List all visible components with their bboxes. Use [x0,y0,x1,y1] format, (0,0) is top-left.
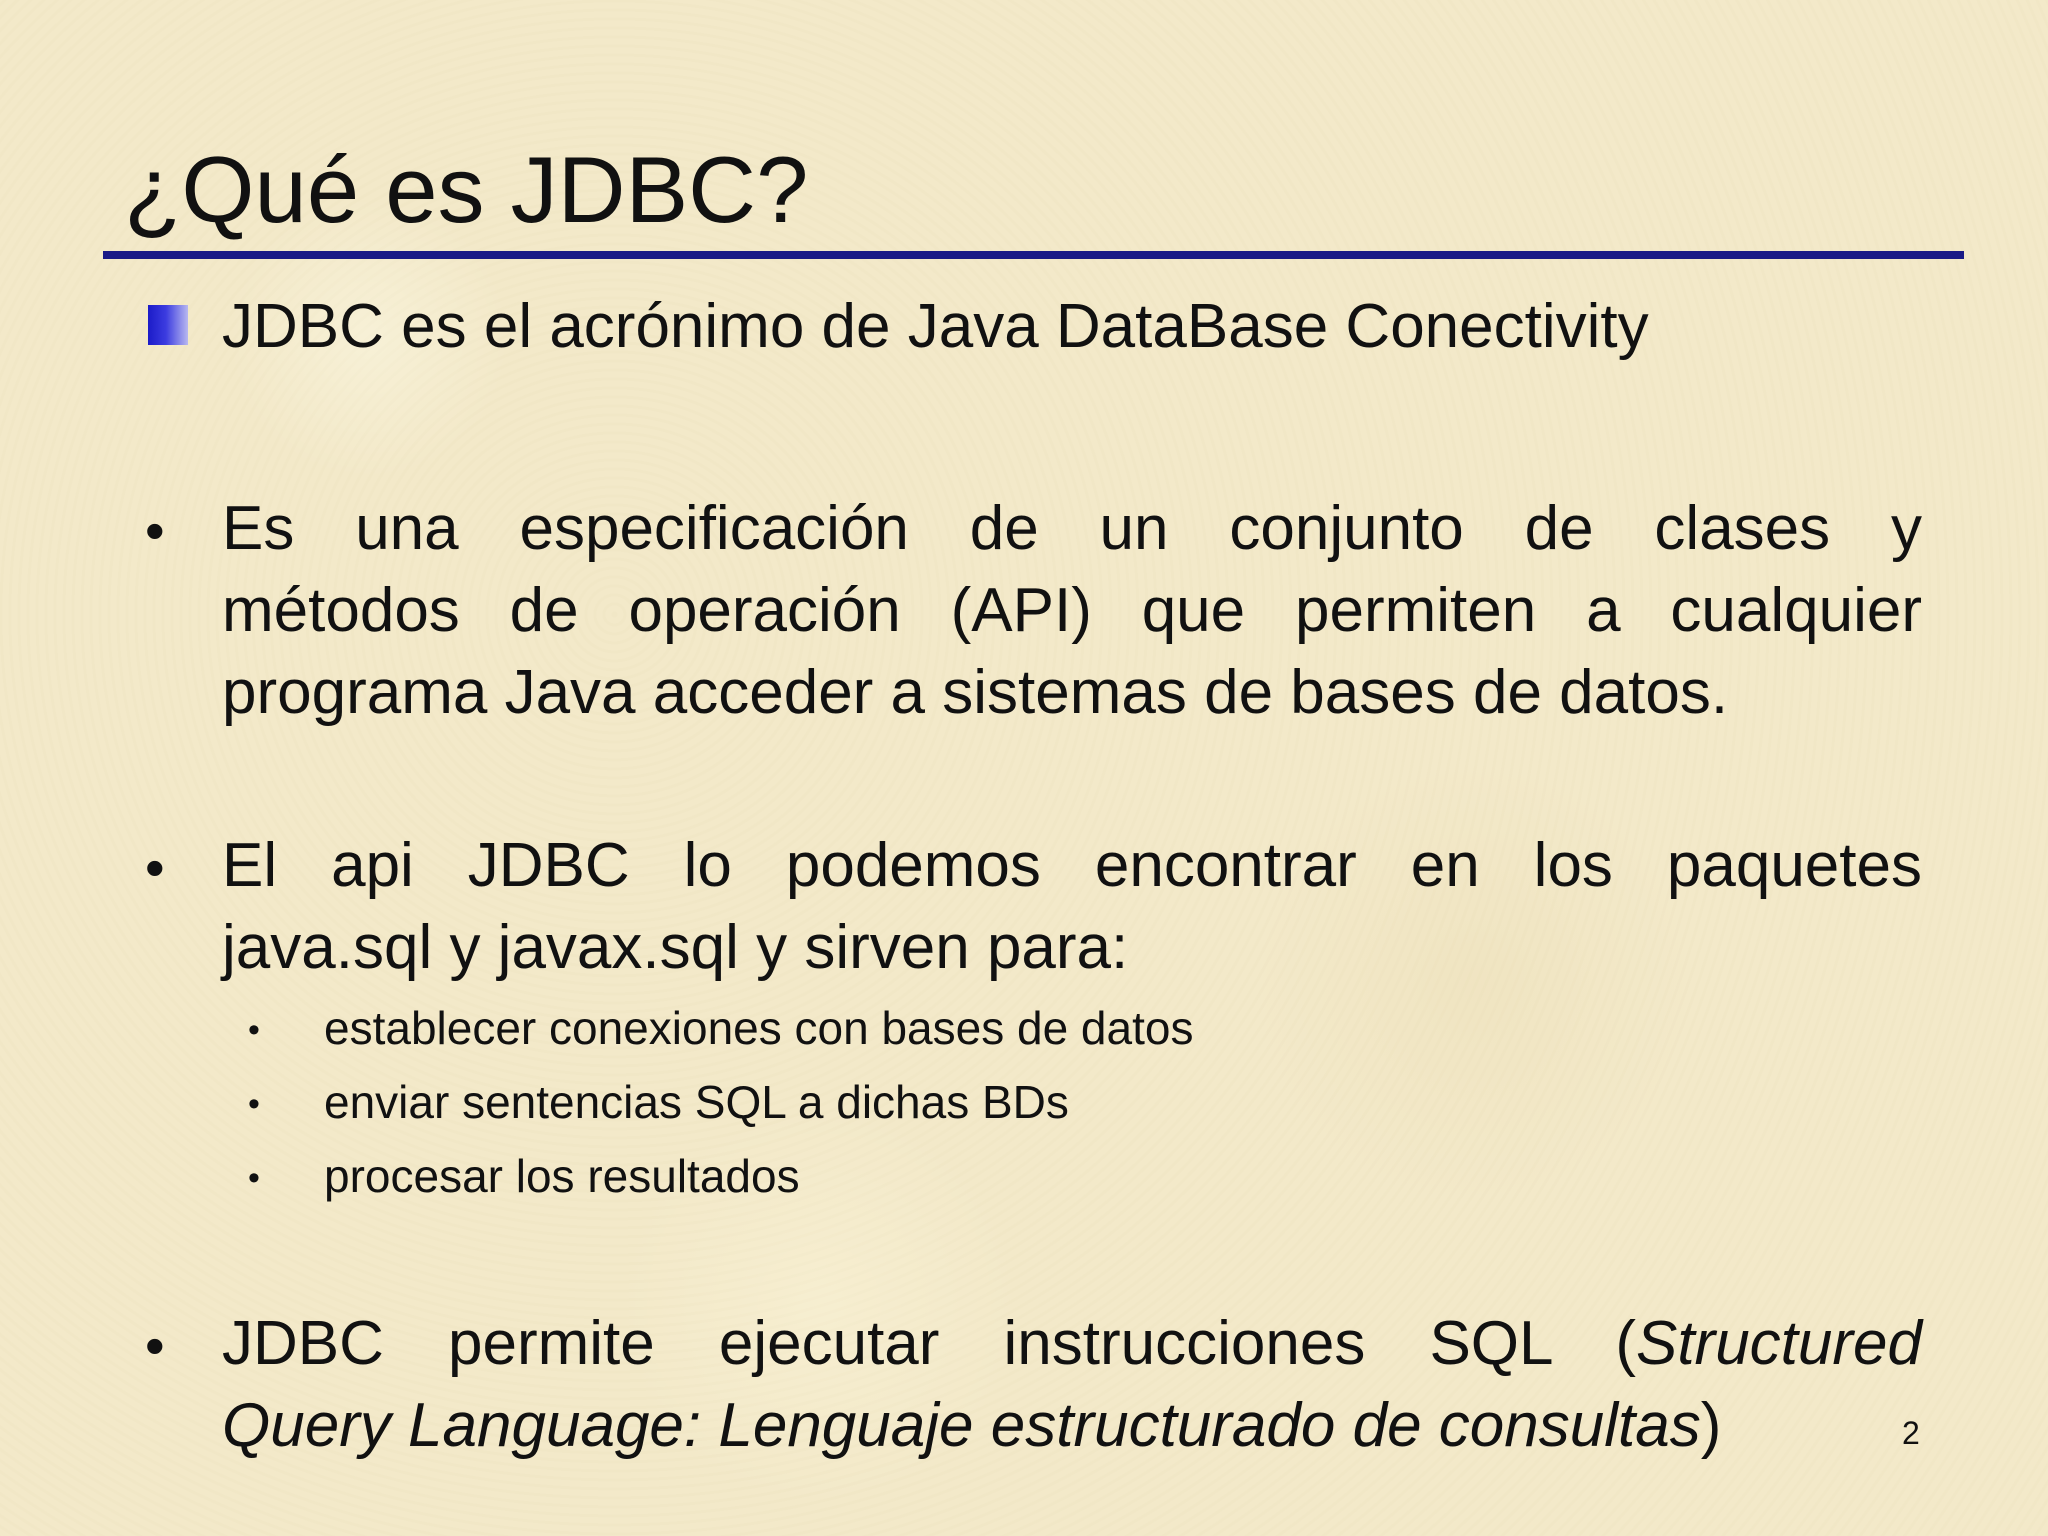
bullet-specification-line-2: métodos de operación (API) que permiten a cualquier [222,576,1922,645]
sub-bullet-dot-icon: • [248,1085,260,1123]
sub-item-connections: establecer conexiones con bases de datos [324,1002,1194,1054]
bullet-specification-line-3: programa Java acceder a sistemas de bases de datos. [222,658,1729,727]
sub-bullet-dot-icon: • [248,1011,260,1049]
bullet-sql-line-2-italic: Query Language: Lenguaje estructurado de consultas [222,1391,1701,1460]
bullet-specification-line-1: Es una especificación de un conjunto de clases y [222,494,1922,563]
square-bullet-icon [148,305,188,345]
slide-title: ¿Qué es JDBC? [124,137,809,242]
bullet-dot-icon: • [145,499,165,562]
bullet-specification [222,488,1922,734]
bullet-packages-line-1: El api JDBC lo podemos encontrar en los paquetes [222,831,1922,900]
sub-item-send-sql: enviar sentencias SQL a dichas BDs [324,1076,1069,1128]
bullet-sql-line-2 [222,1385,1922,1467]
title-underline [103,251,1964,259]
bullet-packages [222,825,1922,989]
bullet-sql-line-1-text: JDBC permite ejecutar instrucciones SQL ( [222,1309,1636,1378]
sub-item-process-results: procesar los resultados [324,1150,800,1202]
bullet-jdbc-acronym: JDBC es el acrónimo de Java DataBase Conectivity [222,292,1649,361]
bullet-sql [222,1303,1922,1467]
bullet-packages-line-2: java.sql y javax.sql y sirven para: [222,913,1129,982]
bullet-dot-icon: • [145,836,165,899]
bullet-dot-icon: • [145,1314,165,1377]
page-number: 2 [1902,1415,1920,1451]
bullet-sql-line-1-italic: Structured [1635,1309,1922,1378]
sub-bullet-dot-icon: • [248,1159,260,1197]
bullet-sql-line-2-text: ) [1700,1391,1722,1460]
bullet-sql-line-1 [222,1303,1922,1385]
